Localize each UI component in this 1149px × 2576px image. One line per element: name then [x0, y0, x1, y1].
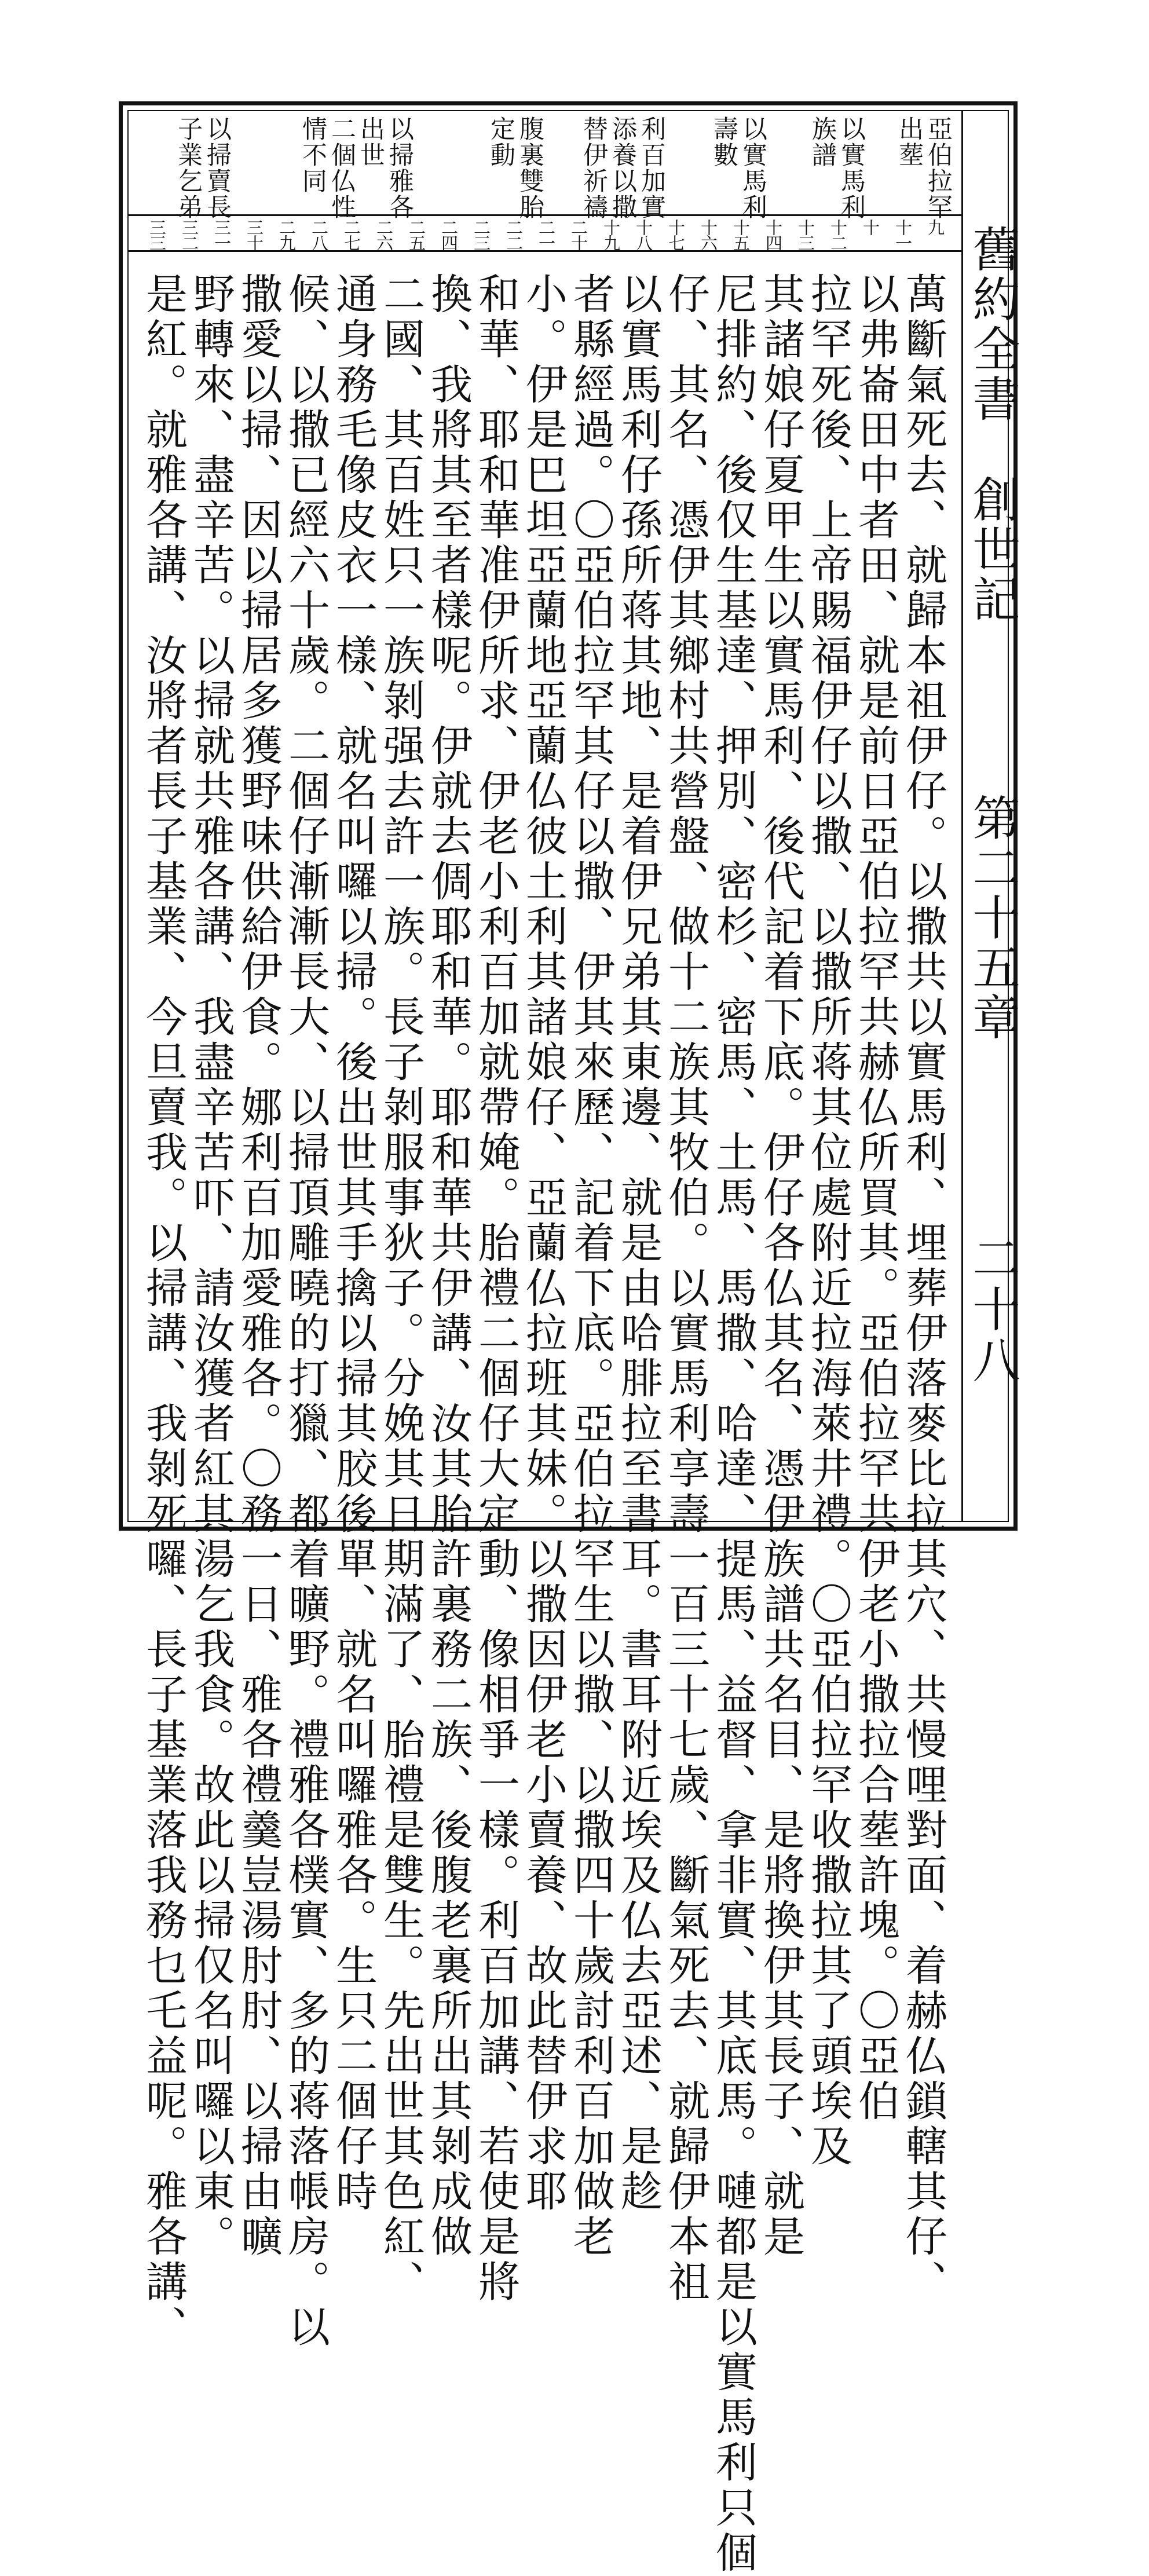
margin-note: 以掃雅各 出世 二個仏性 情不同	[298, 116, 414, 220]
verse-number: 十五	[731, 219, 751, 250]
verse-number: 九	[925, 219, 945, 235]
verse-number: 二七	[342, 219, 361, 250]
text-column: 以實馬利仔孫所蒋其地、是着伊兄弟其東邊、就是由哈腓拉至書耳。書耳附近埃及仏去亞述、是趁	[614, 272, 663, 2215]
margin-note: 亞伯拉罕 出塟	[895, 116, 953, 220]
verse-number: 二十	[569, 219, 588, 250]
margin-note: 以實馬利 壽數	[709, 116, 767, 220]
text-column: 是紅。就雅各講、汝將者長子基業、今旦賣我。以掃講、我剝死囉、長子基業落我務乜乇益呢。雅各講、	[139, 272, 188, 2350]
number-band-rule	[129, 250, 963, 252]
verse-number: 三二	[180, 219, 199, 250]
verse-number: 三三	[147, 219, 167, 250]
page-number: 二十八	[965, 1234, 1020, 1386]
text-column: 撒愛以掃、因以掃居多獲野味供給伊食。娜利百加愛雅各。〇務一日、雅各禮羹豈湯肘肘、以掃由曠	[234, 272, 283, 2260]
text-column: 候、以撒已經六十歲。二個仔漸漸長大、以掃頂雕曉的打獵、都着曠野。禮雅各樸實、多的蒋落帳房。以	[281, 272, 330, 2350]
verse-number: 二六	[374, 219, 394, 250]
text-column: 仔、其名、憑伊其鄉村共營盤、做十二族其牧伯。以實馬利享壽一百三十七歲、斷氣死去、就歸伊本祖	[661, 272, 710, 2305]
header-column-rule	[961, 111, 963, 1521]
text-column: 拉罕死後、上帝賜福伊仔以撒、以撒所蒋其位處附近拉海萊井禮。〇亞伯拉罕收撒拉其了頭埃及	[804, 272, 852, 2169]
verse-number: 十六	[698, 219, 718, 250]
text-column: 野轉來、盡辛苦。以掃就共雅各講、我盡辛苦吓、請汝獲者紅其湯乞我食。故此以掃仅名叫囉以東。	[186, 272, 235, 2260]
text-column: 者縣經過。〇亞伯拉罕其仔以撒、伊其來歷、記着下底。亞伯拉罕生以撒、以撒四十歲討利百加做老	[566, 272, 615, 2260]
chapter-heading: 第二十五章	[965, 793, 1020, 1042]
verse-number: 三十	[244, 219, 264, 250]
verse-number: 十九	[601, 219, 621, 250]
text-column: 其諸娘仔夏甲生以實馬利、後代記着下底。伊仔各仏其名、憑伊族譜共名目、是將換伊其長子、就是	[756, 272, 805, 2260]
verse-number: 二四	[439, 219, 459, 250]
verse-number: 十三	[796, 219, 815, 250]
text-column: 以弗崙田中者田、就是前日亞伯拉罕共赫仏所買其。亞伯拉罕共伊老小撒拉合塟許塊。〇亞伯	[851, 272, 900, 2124]
text-column: 二國、其百姓只一族剝强去許一族。長子剝服事狄子。分娩其日期滿了、胎禮是雙生。先出世其色紅、	[376, 272, 425, 2305]
verse-number: 十八	[634, 219, 653, 250]
verse-number: 二二	[504, 219, 524, 250]
verse-number: 二一	[536, 219, 556, 250]
margin-note: 腹裏雙胎 定動	[486, 116, 544, 220]
verse-number: 二五	[407, 219, 426, 250]
verse-number: 三一	[212, 219, 232, 250]
verse-number: 十一	[893, 219, 913, 250]
book-name: 創世記	[965, 475, 1020, 624]
verse-number: 二九	[277, 219, 297, 250]
verse-number: 十七	[666, 219, 686, 250]
book-title: 舊約全書	[965, 225, 1020, 424]
margin-note: 以實馬利 族譜	[808, 116, 866, 220]
margin-note: 利百加實 添養以撒 替伊祈禱	[579, 116, 666, 220]
verse-number: 十	[861, 219, 880, 235]
text-column: 和華、耶和華准伊所求、伊老小利百加就帶㛪。胎禮二個仔大定動、像相爭一樣。利百加講、若使是將	[471, 272, 520, 2305]
verse-number: 十二	[828, 219, 848, 250]
text-column: 尼排約、後仅生基達、押別、密杉、密馬、土馬、馬撒、哈達、提馬、益督、拿非實、其底馬。嗹都是以實馬利只個	[709, 272, 758, 2576]
verse-number: 十四	[763, 219, 783, 250]
verse-number: 二八	[309, 219, 329, 250]
text-column: 通身務毛像皮衣一樣、就名叫囉以掃。後出世其手擒以掃其胶後單、就名叫囉雅各。生只二個仔時	[329, 272, 378, 2215]
text-column: 換、我將其至者樣呢。伊就去倜耶和華。耶和華共伊講、汝其胎許裏務二族、後腹老裏所出其剝成做	[424, 272, 473, 2260]
verse-number: 二三	[471, 219, 491, 250]
margin-note: 以掃賣長 子業乞弟	[174, 116, 232, 220]
text-column: 小。伊是巴坦亞蘭地亞蘭仏彼土利其諸娘仔、亞蘭仏拉班其妹。以撒因伊老小賣養、故此替伊求耶	[519, 272, 568, 2215]
text-column: 萬斷氣死去、就歸本祖伊仔。以撒共以實馬利、埋葬伊落麥比拉其穴、共慢哩對面、着赫仏鎖轄其仔、	[899, 272, 947, 2305]
